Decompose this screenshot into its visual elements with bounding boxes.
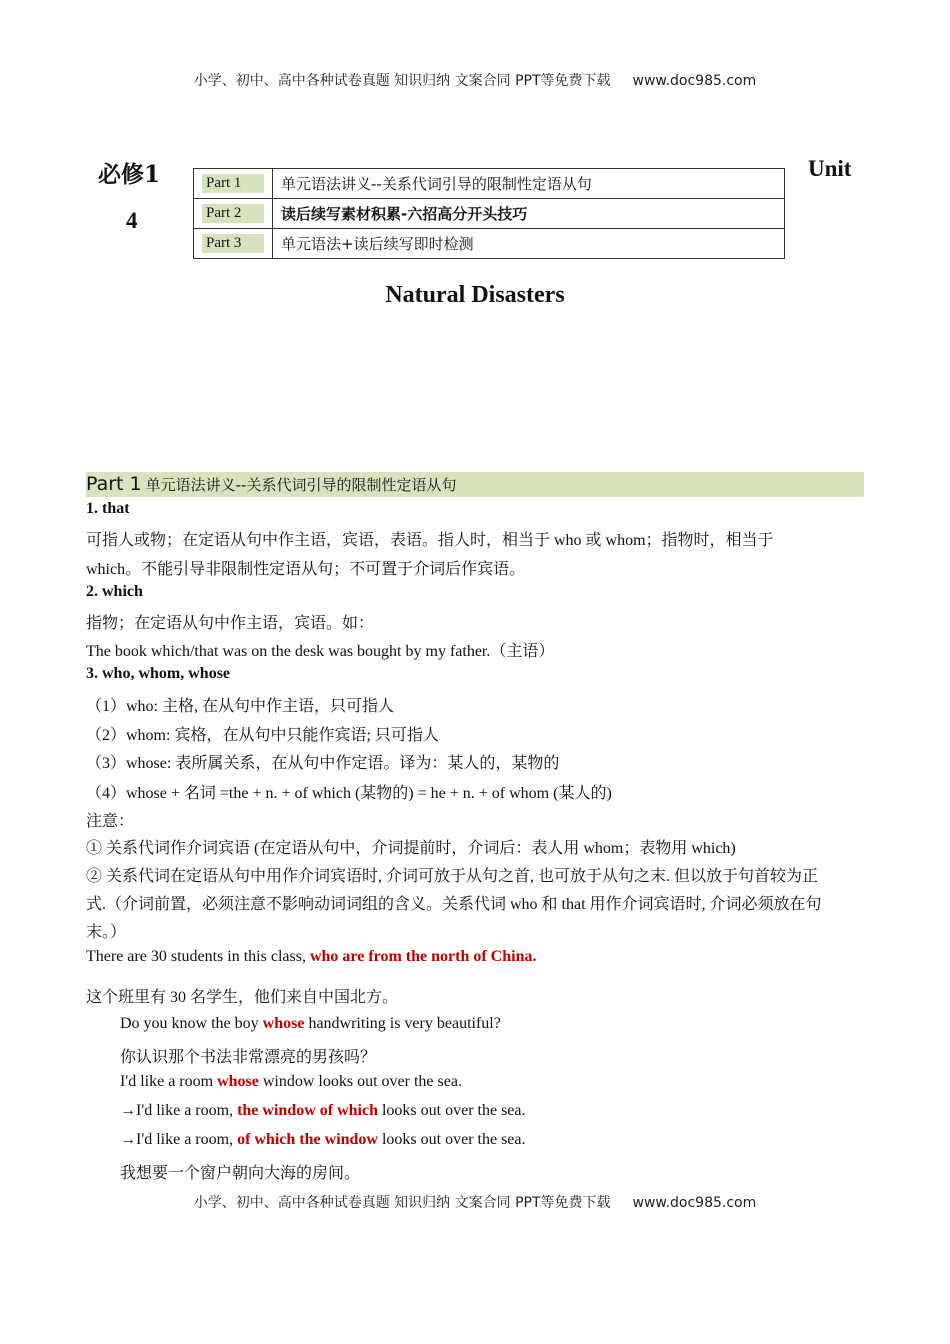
heading-which: 2. which — [86, 583, 143, 600]
example-highlight: of which the window — [237, 1131, 378, 1148]
list-item: （2）whom: 宾格，在从句中只能作宾语; 只可指人 — [86, 727, 439, 744]
example-sentence — [120, 1131, 526, 1149]
example-text: Do you know the boy — [120, 1015, 263, 1032]
footer-site[interactable]: www.doc985.com — [632, 1195, 757, 1211]
example-translation: 你认识那个书法非常漂亮的男孩吗？ — [120, 1049, 377, 1066]
note-item: ② 关系代词在定语从句中用作介词宾语时, 介词可放于从句之首, 也可放于从句之末. 但以放于句首较为正 — [86, 868, 819, 885]
part-label: Part 1 — [202, 174, 264, 193]
paragraph-line: 可指人或物；在定语从句中作主语，宾语，表语。指人时，相当于 who 或 whom；指物时，相当于 — [86, 532, 774, 549]
parts-table — [193, 168, 785, 259]
part-title: 单元语法讲义--关系代词引导的限制性定语从句 — [273, 169, 785, 199]
section-header — [86, 472, 864, 497]
list-item: （3）whose: 表所属关系，在从句中作定语。译为：某人的，某物的 — [86, 755, 560, 772]
example-translation: 我想要一个窗户朝向大海的房间。 — [120, 1165, 361, 1182]
footer-slogan: 小学、初中、高中各种试卷真题 知识归纳 文案合同 PPT等免费下载 — [193, 1195, 611, 1211]
page-footer — [0, 1192, 950, 1212]
list-item: （1）who: 主格, 在从句中作主语，只可指人 — [86, 698, 395, 715]
example-highlight: whose — [217, 1073, 259, 1090]
example-text: window looks out over the sea. — [258, 1073, 462, 1090]
unit-number: 4 — [126, 208, 138, 233]
example-text: →I'd like a room, — [120, 1102, 238, 1119]
example-sentence — [120, 1015, 501, 1033]
list-item: （4）whose + 名词 =the + n. + of which (某物的) = he + n. + of whom (某人的) — [86, 785, 612, 802]
parts-row — [194, 169, 785, 199]
note-item: 末。） — [86, 924, 127, 941]
page-header — [0, 70, 950, 90]
section-label: Part 1 — [86, 473, 142, 495]
example-sentence: The book which/that was on the desk was bought by my father.（主语） — [86, 643, 555, 660]
header-slogan: 小学、初中、高中各种试卷真题 知识归纳 文案合同 PPT等免费下载 — [193, 73, 611, 89]
document-title: Natural Disasters — [385, 282, 565, 308]
parts-row — [194, 199, 785, 229]
part-label: Part 3 — [202, 234, 264, 253]
parts-row — [194, 229, 785, 259]
example-highlight: whose — [262, 1015, 305, 1032]
part-title: 读后续写素材积累-六招高分开头技巧 — [273, 199, 785, 229]
heading-who: 3. who, whom, whose — [86, 665, 231, 682]
part-title: 单元语法+读后续写即时检测 — [273, 229, 785, 259]
part-label-cell — [194, 169, 273, 199]
header-site[interactable]: www.doc985.com — [632, 73, 757, 89]
book-label: 必修1 — [98, 161, 161, 188]
part-label-cell — [194, 199, 273, 229]
example-text: looks out over the sea. — [377, 1102, 526, 1119]
note-item: 式.（介词前置，必须注意不影响动词词组的含义。关系代词 who 和 that 用作介词宾语时, 介词必须放在句 — [86, 896, 822, 913]
example-sentence — [120, 1073, 462, 1091]
example-text: looks out over the sea. — [377, 1131, 526, 1148]
part-label-cell — [194, 229, 273, 259]
paragraph-line: which。不能引导非限制性定语从句；不可置于介词后作宾语。 — [86, 561, 526, 578]
paragraph-line: 指物；在定语从句中作主语，宾语。如： — [86, 615, 375, 632]
example-highlight: who are from the north of China. — [309, 948, 537, 965]
example-text: handwriting is very beautiful? — [304, 1015, 501, 1032]
section-title: 单元语法讲义--关系代词引导的限制性定语从句 — [145, 476, 457, 494]
note-label: 注意： — [86, 813, 135, 830]
example-translation: 这个班里有 30 名学生，他们来自中国北方。 — [86, 989, 399, 1006]
part-label: Part 2 — [202, 204, 264, 223]
example-text: I'd like a room — [120, 1073, 218, 1090]
unit-word: Unit — [808, 156, 852, 181]
example-sentence — [86, 948, 536, 966]
note-item: ① 关系代词作介词宾语 (在定语从句中，介词提前时，介词后：表人用 whom；表物用 which) — [86, 840, 736, 857]
example-sentence — [120, 1102, 526, 1120]
example-text: →I'd like a room, — [120, 1131, 238, 1148]
example-text: There are 30 students in this class, — [86, 948, 310, 965]
example-highlight: the window of which — [237, 1102, 378, 1119]
heading-that: 1. that — [86, 500, 130, 517]
